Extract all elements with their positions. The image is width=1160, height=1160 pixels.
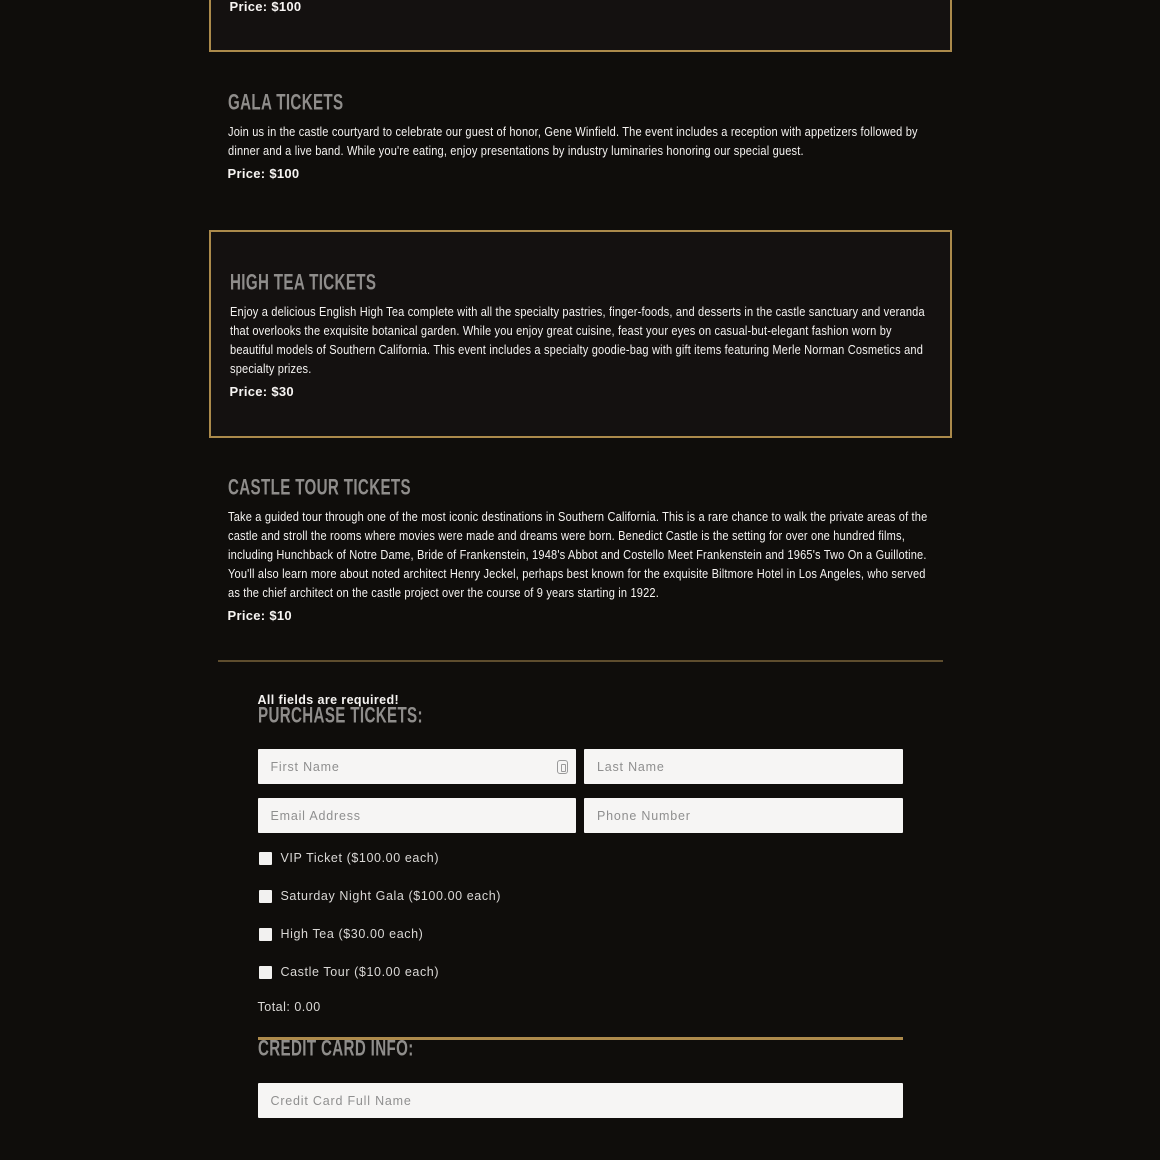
ticket-price: Price: $30 [229,384,294,399]
castle-tour-checkbox[interactable] [259,966,272,979]
section-title: HIGH TEA TICKETS [229,270,376,295]
credit-card-full-name-input[interactable] [258,1083,903,1118]
last-name-field-wrap [584,749,903,784]
ticket-card-vip-partial [209,0,952,52]
ticket-option-castle-tour[interactable] [258,965,903,979]
ticket-section-castle-tour [209,475,952,623]
ticket-description: Take a guided tour through one of the most iconic destinations in Southern California. This is a rare chance to walk the private areas of the castle and stroll the rooms where movies were made and dreams were born. Benedict Castle is the setting for over one hundred films, including Hunchback of Notre Dame, Bride of Frankenstein, 1948's Abbot and Costello Meet Frankenstein and 1965's Two On a Guillotine. You'll also learn more about noted architect Henry Jeckel, perhaps best known for the exquisite Biltmore Hotel in Los Angeles, who served as the chief architect on the castle project over the course of 9 years starting in 1922. [227,509,927,600]
checkbox-label: VIP Ticket ($100.00 each) [280,851,440,865]
total-amount: Total: 0.00 [257,1000,321,1014]
checkbox-label: Saturday Night Gala ($100.00 each) [280,889,502,903]
first-name-field-wrap [258,749,577,784]
high-tea-checkbox[interactable] [259,928,272,941]
checkbox-label: High Tea ($30.00 each) [280,927,424,941]
credit-card-name-field-wrap [258,1083,903,1118]
vip-ticket-checkbox[interactable] [259,852,272,865]
purchase-form [209,694,952,1118]
ticket-option-gala[interactable] [258,889,903,903]
email-field-wrap [258,798,577,833]
saturday-night-gala-checkbox[interactable] [259,890,272,903]
ticket-description: Enjoy a delicious English High Tea complete with all the specialty pastries, finger-foods, and desserts in the castle sanctuary and veranda that overlooks the exquisite botanical garden. While you enjoy great cuisine, feast your eyes on casual-but-elegant fashion worn by beautiful models of Southern California. This event includes a specialty goodie-bag with gift items featuring Merle Norman Cosmetics and specialty prizes. [229,304,925,376]
first-name-input[interactable] [258,749,577,784]
ticket-section-gala [209,90,952,181]
ticket-page [209,0,952,1118]
checkbox-label: Castle Tour ($10.00 each) [280,965,440,979]
ticket-price: Price: $100 [229,0,302,14]
ticket-option-high-tea[interactable] [258,927,903,941]
ticket-description: Join us in the castle courtyard to celebrate our guest of honor, Gene Winfield. The event includes a reception with appetizers followed by dinner and a live band. While you're eating, enjoy presentations by industry luminaries honoring our special guest. [227,124,918,158]
required-note: All fields are required! [257,693,400,707]
phone-input[interactable] [584,798,903,833]
purchase-tickets-heading: PURCHASE TICKETS: [257,703,423,728]
section-title: CASTLE TOUR TICKETS [227,475,411,500]
section-title: GALA TICKETS [227,90,343,115]
ticket-price: Price: $10 [227,608,292,623]
ticket-option-vip[interactable] [258,851,903,865]
ticket-price: Price: $100 [227,166,300,181]
autofill-icon[interactable] [557,760,568,774]
credit-card-info-heading: CREDIT CARD INFO: [257,1036,414,1061]
ticket-card-high-tea [209,230,952,438]
section-divider [218,660,943,662]
last-name-input[interactable] [584,749,903,784]
phone-field-wrap [584,798,903,833]
email-input[interactable] [258,798,577,833]
